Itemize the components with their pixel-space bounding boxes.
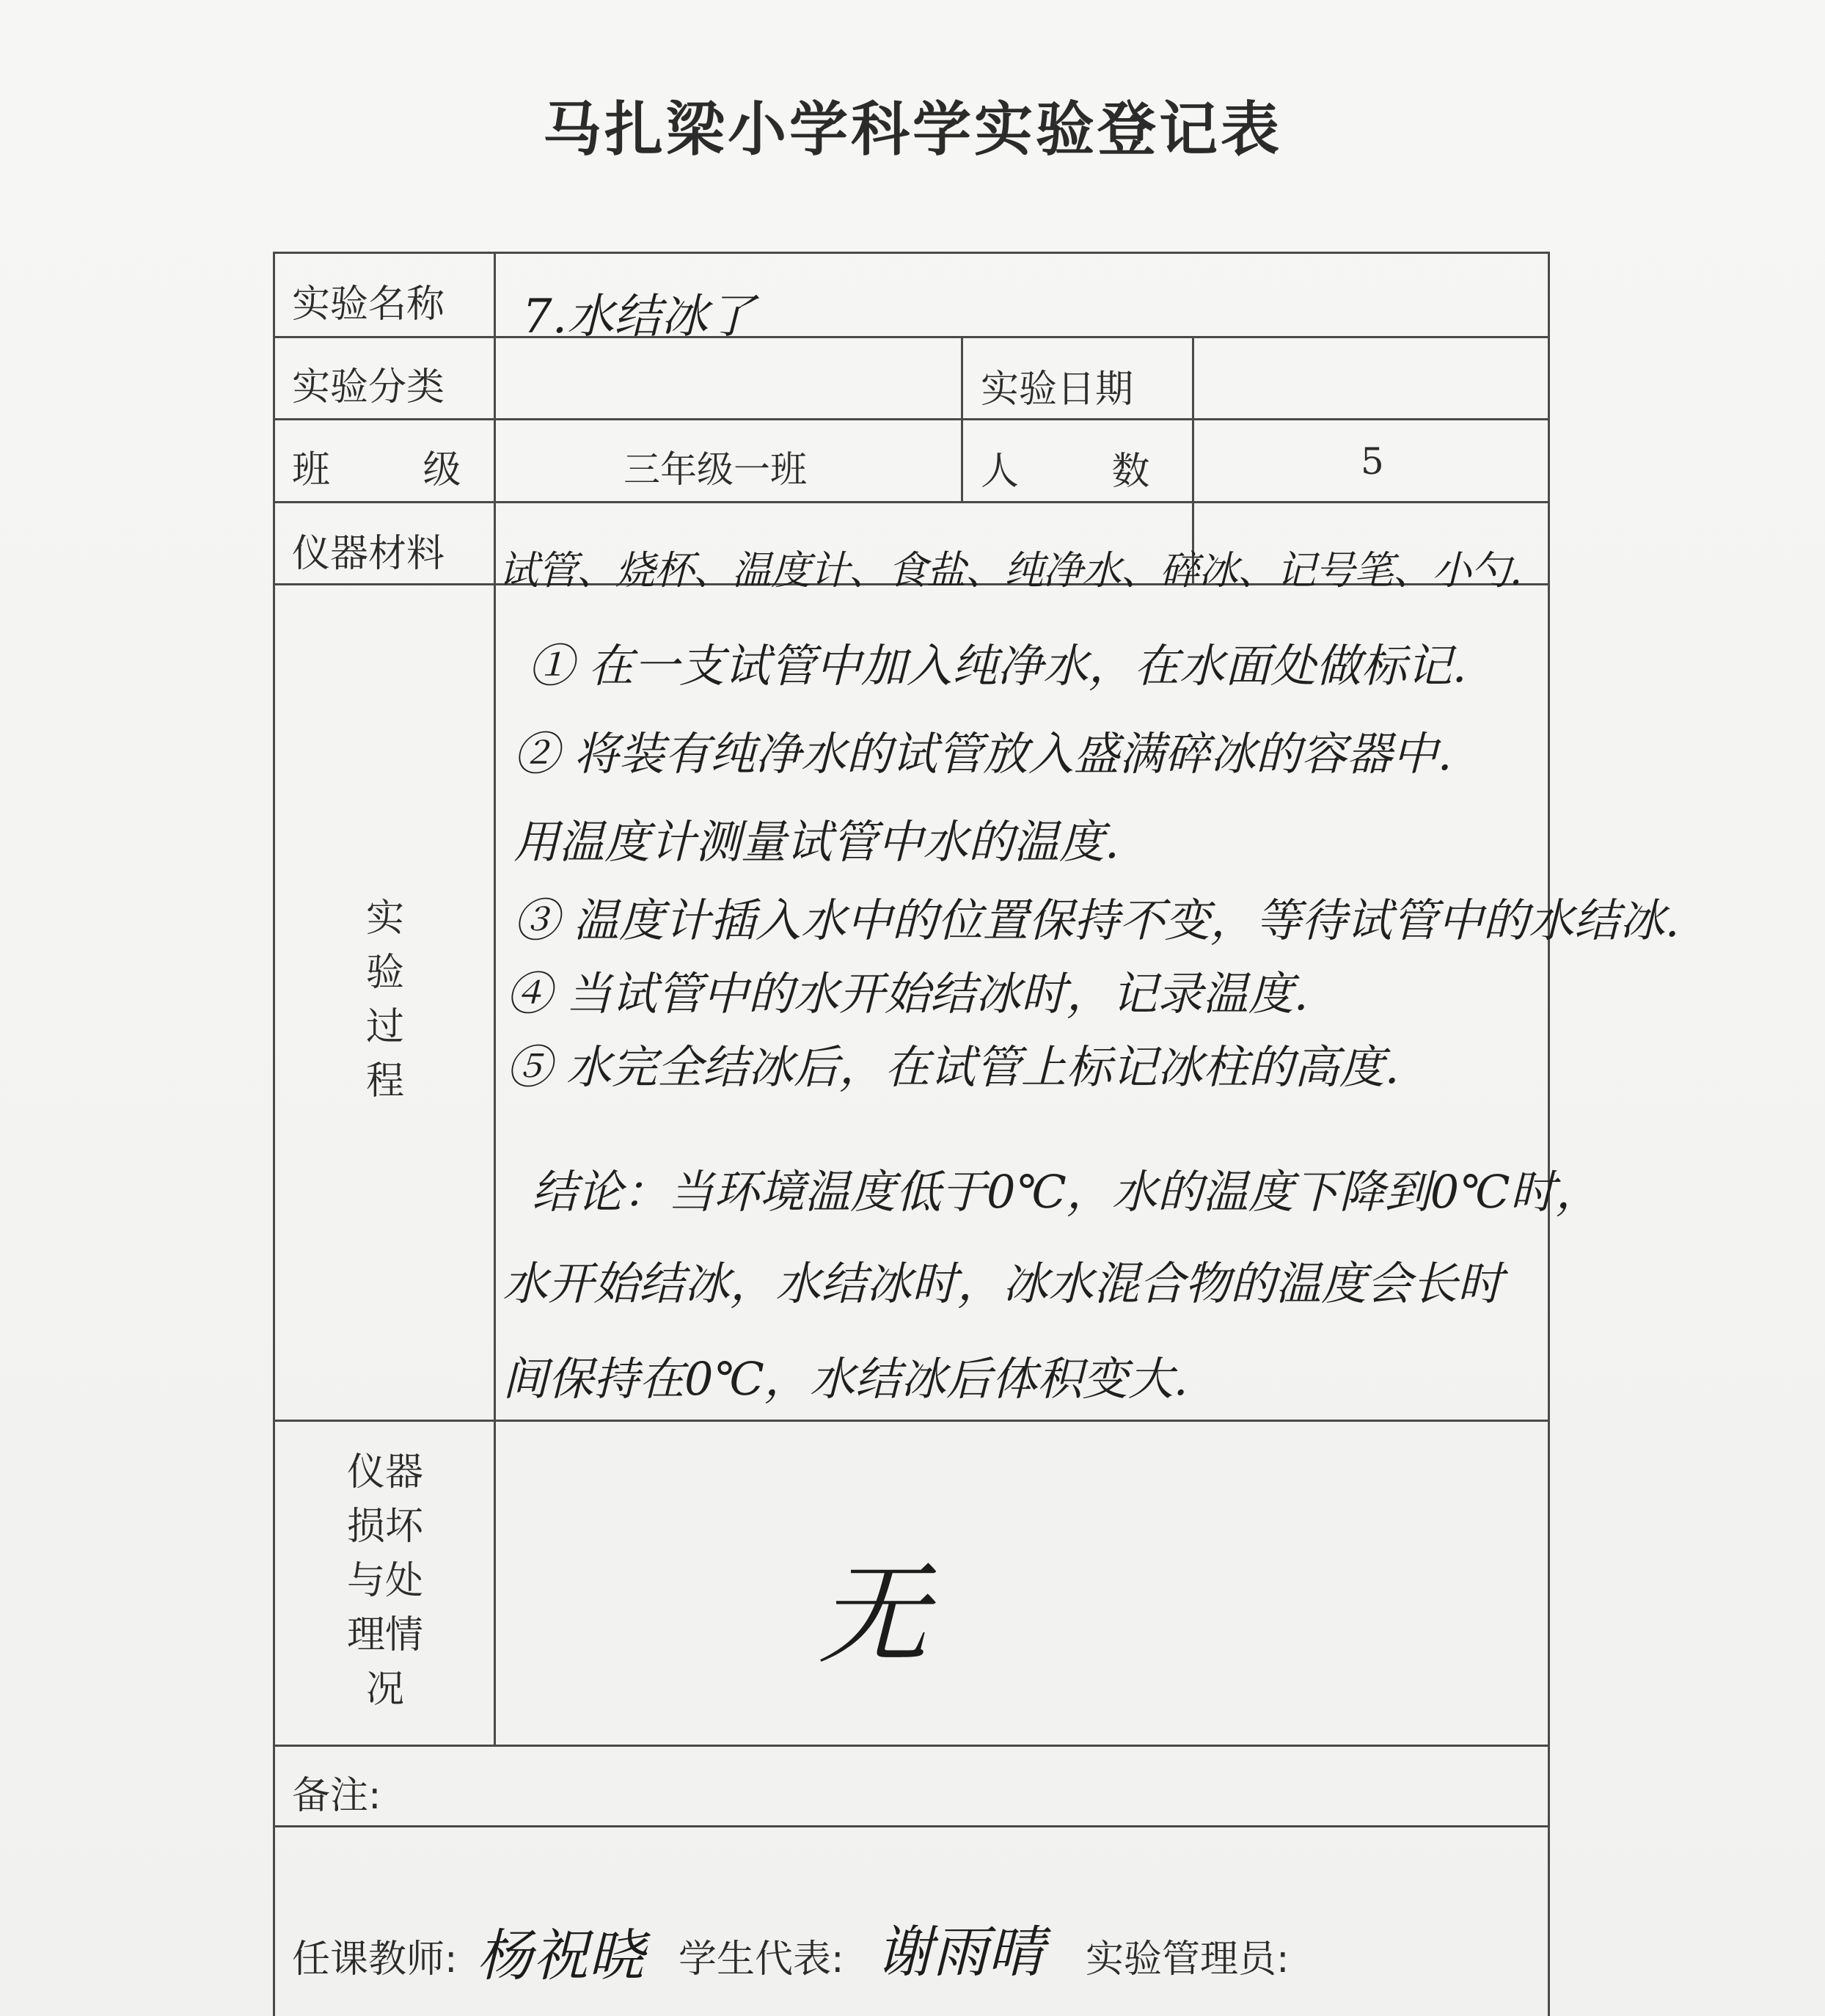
people-count-label-text: 人 数 [981, 450, 1150, 494]
damage-label [334, 1445, 436, 1717]
class-label [292, 439, 461, 494]
people-count-value: 5 [1361, 440, 1384, 483]
table-border-left [273, 252, 275, 2016]
process-step-line: ③ 温度计插入水中的位置保持不变，等待试管中的水结冰. [513, 894, 1680, 947]
process-label-char: 实 [365, 896, 404, 941]
process-step-line: 用温度计测量试管中水的温度. [513, 815, 1119, 869]
remarks-label: 备注: [292, 1774, 381, 1818]
label-column-divider [494, 252, 496, 1747]
process-label-char: 过 [365, 1005, 404, 1049]
class-label-text: 班 级 [292, 448, 461, 492]
process-label-char: 验 [365, 951, 404, 995]
table-border-right [1548, 252, 1550, 2016]
damage-value: 无 [818, 1552, 929, 1679]
damage-label-text: 理情 [346, 1613, 423, 1657]
equipment-label: 仪器材料 [292, 532, 445, 576]
conclusion-line: 间保持在0℃，水结冰后体积变大. [502, 1352, 1188, 1406]
class-value: 三年级一班 [623, 448, 807, 491]
process-step-line: ② 将装有纯净水的试管放入盛满碎冰的容器中. [513, 727, 1452, 781]
document-title: 马扎梁小学科学实验登记表 [543, 95, 1282, 164]
student-rep-label: 学生代表: [679, 1938, 844, 1982]
process-label [359, 891, 411, 1109]
damage-label-text: 损坏 [346, 1505, 423, 1549]
experiment-name-label: 实验名称 [292, 282, 445, 326]
student-signature: 谢雨晴 [877, 1919, 1044, 1984]
damage-label-text: 况 [365, 1668, 404, 1712]
process-label-char: 程 [365, 1059, 404, 1103]
lab-manager-label: 实验管理员: [1086, 1938, 1290, 1982]
teacher-label: 任课教师: [292, 1938, 458, 1982]
process-step-line: ④ 当试管中的水开始结冰时，记录温度. [506, 967, 1309, 1020]
conclusion-line: 水开始结冰，水结冰时，冰水混合物的温度会长时 [502, 1257, 1504, 1310]
row-divider-2 [273, 418, 1549, 420]
row-divider-3 [273, 501, 1549, 503]
process-step-line: ① 在一支试管中加入纯净水，在水面处做标记. [528, 639, 1467, 693]
experiment-name-value: 7.水结冰了 [522, 290, 756, 344]
people-count-label [981, 440, 1150, 495]
table-border-top [273, 252, 1549, 254]
damage-label-text: 与处 [346, 1559, 423, 1603]
experiment-category-label: 实验分类 [292, 365, 445, 409]
process-step-line: ⑤ 水完全结冰后，在试管上标记冰柱的高度. [506, 1040, 1400, 1094]
damage-label-text: 仪器 [346, 1450, 423, 1494]
conclusion-line: 结论：当环境温度低于0℃，水的温度下降到0℃时， [532, 1165, 1601, 1219]
mid-column-divider-1 [961, 336, 963, 503]
experiment-date-label: 实验日期 [981, 368, 1134, 412]
row-divider-7 [273, 1825, 1549, 1827]
row-divider-1 [273, 336, 1549, 338]
teacher-signature: 杨祝晓 [477, 1923, 644, 1988]
row-divider-5 [273, 1420, 1549, 1422]
equipment-value: 试管、烧杯、温度计、食盐、纯净水、碎冰、记号笔、小勺. [499, 547, 1522, 594]
row-divider-6 [273, 1745, 1549, 1747]
